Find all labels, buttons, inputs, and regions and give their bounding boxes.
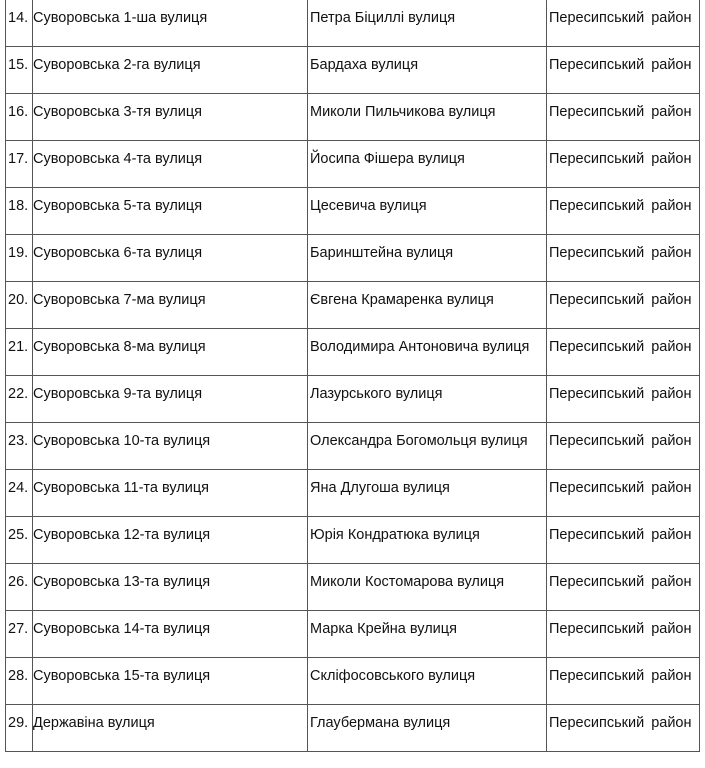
district-name-cell	[547, 470, 700, 517]
table-row	[6, 470, 700, 517]
district-name-cell	[547, 705, 700, 752]
old-street-name: Суворовська 9-та вулиця	[33, 386, 203, 402]
new-street-name: Юрія Кондратюка вулиця	[310, 527, 480, 543]
row-number-cell	[6, 47, 33, 94]
row-number-cell	[6, 94, 33, 141]
old-street-name: Суворовська 5-та вулиця	[33, 198, 203, 214]
old-street-name-cell	[33, 0, 308, 47]
table-row	[6, 188, 700, 235]
row-number: 14.	[8, 10, 29, 26]
row-number: 26.	[8, 574, 29, 590]
new-street-name-cell	[308, 611, 547, 658]
district-name: Пересипський район	[549, 292, 692, 308]
row-number: 27.	[8, 621, 29, 637]
district-name-cell	[547, 423, 700, 470]
table-row	[6, 517, 700, 564]
new-street-name: Петра Біциллі вулиця	[310, 10, 456, 26]
new-street-name: Цесевича вулиця	[310, 198, 427, 214]
new-street-name-cell	[308, 94, 547, 141]
new-street-name: Євгена Крамаренка вулиця	[310, 292, 494, 308]
new-street-name-cell	[308, 564, 547, 611]
district-name-cell	[547, 282, 700, 329]
old-street-name-cell	[33, 94, 308, 141]
table-row	[6, 94, 700, 141]
old-street-name-cell	[33, 470, 308, 517]
new-street-name-cell	[308, 188, 547, 235]
row-number: 19.	[8, 245, 29, 261]
street-rename-table	[5, 0, 700, 752]
new-street-name-cell	[308, 235, 547, 282]
old-street-name-cell	[33, 376, 308, 423]
district-name: Пересипський район	[549, 480, 692, 496]
row-number: 17.	[8, 151, 29, 167]
district-name-cell	[547, 94, 700, 141]
row-number: 24.	[8, 480, 29, 496]
row-number-cell	[6, 141, 33, 188]
district-name: Пересипський район	[549, 10, 692, 26]
row-number: 29.	[8, 715, 29, 731]
row-number-cell	[6, 188, 33, 235]
new-street-name: Олександра Богомольця вулиця	[310, 433, 528, 449]
district-name-cell	[547, 188, 700, 235]
district-name-cell	[547, 235, 700, 282]
new-street-name-cell	[308, 658, 547, 705]
district-name: Пересипський район	[549, 151, 692, 167]
district-name-cell	[547, 47, 700, 94]
district-name: Пересипський район	[549, 621, 692, 637]
old-street-name: Суворовська 1-ша вулиця	[33, 10, 208, 26]
row-number: 23.	[8, 433, 29, 449]
new-street-name: Миколи Костомарова вулиця	[310, 574, 505, 590]
new-street-name-cell	[308, 0, 547, 47]
row-number: 25.	[8, 527, 29, 543]
table-row	[6, 705, 700, 752]
old-street-name: Суворовська 11-та вулиця	[33, 480, 210, 496]
new-street-name: Миколи Пильчикова вулиця	[310, 104, 496, 120]
district-name-cell	[547, 611, 700, 658]
new-street-name-cell	[308, 517, 547, 564]
district-name-cell	[547, 329, 700, 376]
old-street-name-cell	[33, 658, 308, 705]
new-street-name: Марка Крейна вулиця	[310, 621, 457, 637]
district-name: Пересипський район	[549, 339, 692, 355]
table-body	[6, 0, 700, 752]
old-street-name: Суворовська 7-ма вулиця	[33, 292, 206, 308]
new-street-name-cell	[308, 376, 547, 423]
row-number: 28.	[8, 668, 29, 684]
table-row	[6, 47, 700, 94]
row-number-cell	[6, 376, 33, 423]
old-street-name: Суворовська 6-та вулиця	[33, 245, 203, 261]
row-number: 18.	[8, 198, 29, 214]
old-street-name: Суворовська 12-та вулиця	[33, 527, 211, 543]
new-street-name: Бардаха вулиця	[310, 57, 419, 73]
new-street-name: Володимира Антоновича вулиця	[310, 339, 530, 355]
district-name-cell	[547, 0, 700, 47]
district-name: Пересипський район	[549, 433, 692, 449]
new-street-name-cell	[308, 705, 547, 752]
row-number: 22.	[8, 386, 29, 402]
row-number: 21.	[8, 339, 29, 355]
row-number-cell	[6, 0, 33, 47]
row-number: 20.	[8, 292, 29, 308]
table-row	[6, 564, 700, 611]
old-street-name-cell	[33, 188, 308, 235]
district-name-cell	[547, 376, 700, 423]
old-street-name-cell	[33, 611, 308, 658]
old-street-name-cell	[33, 705, 308, 752]
old-street-name-cell	[33, 423, 308, 470]
district-name: Пересипський район	[549, 386, 692, 402]
old-street-name: Суворовська 15-та вулиця	[33, 668, 211, 684]
table-row	[6, 611, 700, 658]
district-name-cell	[547, 517, 700, 564]
old-street-name: Суворовська 4-та вулиця	[33, 151, 203, 167]
new-street-name-cell	[308, 47, 547, 94]
table-row	[6, 423, 700, 470]
new-street-name: Лазурського вулиця	[310, 386, 443, 402]
old-street-name-cell	[33, 517, 308, 564]
old-street-name: Суворовська 13-та вулиця	[33, 574, 211, 590]
row-number-cell	[6, 423, 33, 470]
district-name: Пересипський район	[549, 57, 692, 73]
row-number-cell	[6, 517, 33, 564]
old-street-name-cell	[33, 564, 308, 611]
table-row	[6, 0, 700, 47]
row-number-cell	[6, 470, 33, 517]
district-name: Пересипський район	[549, 198, 692, 214]
district-name: Пересипський район	[549, 574, 692, 590]
district-name: Пересипський район	[549, 668, 692, 684]
old-street-name: Суворовська 14-та вулиця	[33, 621, 211, 637]
table-row	[6, 282, 700, 329]
old-street-name-cell	[33, 141, 308, 188]
district-name: Пересипський район	[549, 245, 692, 261]
table-row	[6, 329, 700, 376]
old-street-name-cell	[33, 282, 308, 329]
table-row	[6, 658, 700, 705]
table-row	[6, 235, 700, 282]
district-name-cell	[547, 564, 700, 611]
old-street-name: Суворовська 2-га вулиця	[33, 57, 201, 73]
district-name: Пересипський район	[549, 715, 692, 731]
row-number-cell	[6, 235, 33, 282]
old-street-name-cell	[33, 329, 308, 376]
row-number-cell	[6, 705, 33, 752]
new-street-name: Глаубермана вулиця	[310, 715, 451, 731]
old-street-name-cell	[33, 47, 308, 94]
new-street-name-cell	[308, 282, 547, 329]
new-street-name-cell	[308, 329, 547, 376]
old-street-name: Суворовська 8-ма вулиця	[33, 339, 206, 355]
new-street-name: Скліфосовського вулиця	[310, 668, 476, 684]
old-street-name: Суворовська 3-тя вулиця	[33, 104, 203, 120]
row-number-cell	[6, 564, 33, 611]
new-street-name: Яна Длугоша вулиця	[310, 480, 450, 496]
new-street-name: Баринштейна вулиця	[310, 245, 454, 261]
old-street-name: Суворовська 10-та вулиця	[33, 433, 211, 449]
new-street-name: Йосипа Фішера вулиця	[310, 151, 465, 167]
new-street-name-cell	[308, 470, 547, 517]
row-number-cell	[6, 611, 33, 658]
row-number-cell	[6, 329, 33, 376]
old-street-name: Державіна вулиця	[33, 715, 155, 731]
district-name: Пересипський район	[549, 527, 692, 543]
new-street-name-cell	[308, 141, 547, 188]
district-name-cell	[547, 658, 700, 705]
table-row	[6, 141, 700, 188]
row-number: 16.	[8, 104, 29, 120]
old-street-name-cell	[33, 235, 308, 282]
row-number: 15.	[8, 57, 29, 73]
row-number-cell	[6, 282, 33, 329]
district-name: Пересипський район	[549, 104, 692, 120]
new-street-name-cell	[308, 423, 547, 470]
row-number-cell	[6, 658, 33, 705]
table-row	[6, 376, 700, 423]
district-name-cell	[547, 141, 700, 188]
